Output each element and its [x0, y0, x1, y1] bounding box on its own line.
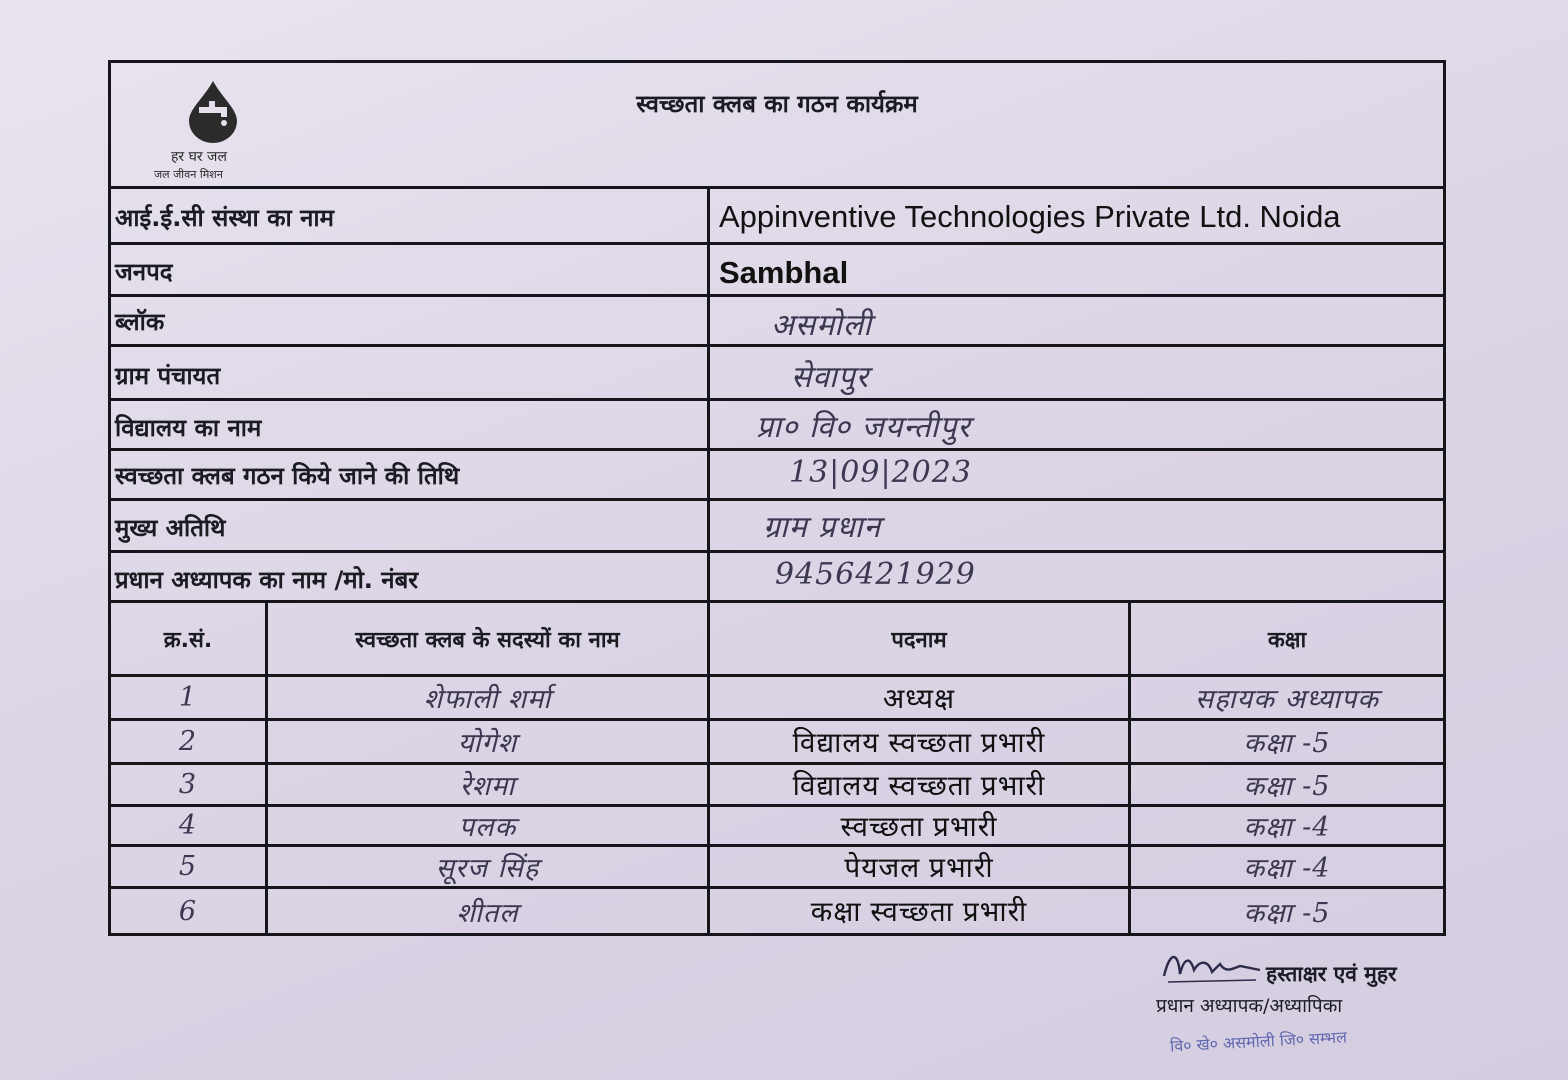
row-serial-no: 1: [178, 682, 198, 713]
signature-block: [1148, 946, 1548, 1066]
members-column-divider: [265, 603, 268, 933]
row-member-name: रेशमा: [459, 771, 516, 802]
table-row: [111, 889, 1443, 933]
info-column-divider: [707, 189, 710, 603]
info-row-district: [111, 245, 1443, 297]
row-class: कक्षा -4: [1243, 853, 1331, 884]
table-row: [111, 847, 1443, 889]
school-stamp: वि० खे० असमोली जि० सम्भल: [1169, 1027, 1348, 1056]
header-class: कक्षा: [1267, 627, 1307, 653]
row-serial-no: 6: [178, 895, 198, 927]
row-designation: स्वच्छता प्रभारी: [840, 810, 998, 842]
form-sheet: [108, 60, 1446, 936]
handwritten-signature: [1160, 946, 1270, 986]
row-serial-no: 3: [178, 769, 198, 800]
members-table: [111, 603, 1443, 933]
logo-text-jal-jeevan-mission: जल जीवन मिशन: [154, 168, 223, 181]
info-label: ग्राम पंचायत: [115, 362, 221, 390]
row-member-name: शेफाली शर्मा: [423, 684, 552, 715]
table-row: [111, 721, 1443, 765]
info-value: 9456421929: [775, 557, 976, 592]
info-value: ग्राम प्रधान: [763, 510, 882, 545]
row-member-name: योगेश: [457, 728, 518, 759]
signature-and-seal-label: हस्ताक्षर एवं मुहर: [1266, 962, 1397, 986]
row-designation: विद्यालय स्वच्छता प्रभारी: [792, 769, 1046, 801]
info-row-chief-guest: [111, 501, 1443, 553]
info-value: 13|09|2023: [789, 455, 972, 490]
row-designation: अध्यक्ष: [882, 682, 956, 714]
info-value: Sambhal: [719, 255, 849, 290]
info-value: प्रा० वि० जयन्तीपुर: [756, 410, 971, 445]
logo-text-har-ghar-jal: हर घर जल: [171, 149, 227, 165]
row-member-name: सूरज सिंह: [435, 853, 540, 884]
row-member-name: शीतल: [456, 897, 519, 929]
info-row-block: [111, 297, 1443, 347]
form-title: स्वच्छता क्लब का गठन कार्यक्रम: [636, 90, 918, 118]
row-class: सहायक अध्यापक: [1194, 684, 1380, 715]
info-label: आई.ई.सी संस्था का नाम: [115, 204, 335, 232]
row-designation: विद्यालय स्वच्छता प्रभारी: [792, 726, 1046, 758]
members-table-header: [111, 603, 1443, 677]
info-row-formation-date: [111, 451, 1443, 501]
header-member-name: स्वच्छता क्लब के सदस्यों का नाम: [355, 627, 620, 653]
table-row: [111, 807, 1443, 847]
table-row: [111, 677, 1443, 721]
row-designation: पेयजल प्रभारी: [844, 851, 994, 883]
row-class: कक्षा -5: [1243, 728, 1331, 759]
row-class: कक्षा -5: [1243, 897, 1331, 929]
row-class: कक्षा -5: [1243, 771, 1331, 802]
members-column-divider: [1128, 603, 1131, 933]
row-designation: कक्षा स्वच्छता प्रभारी: [810, 896, 1028, 927]
header-designation: पदनाम: [891, 627, 947, 653]
form-header: [111, 63, 1443, 189]
info-value: सेवापुर: [791, 360, 870, 395]
info-label: जनपद: [115, 258, 173, 286]
members-column-divider: [707, 603, 710, 933]
row-member-name: पलक: [458, 812, 517, 843]
info-row-iec-org: [111, 189, 1443, 245]
info-value: असमोली: [771, 308, 873, 343]
row-serial-no: 2: [178, 726, 198, 757]
info-label: ब्लॉक: [115, 308, 165, 336]
info-label: स्वच्छता क्लब गठन किये जाने की तिथि: [115, 462, 460, 490]
row-class: कक्षा -4: [1243, 812, 1331, 843]
info-value: Appinventive Technologies Private Ltd. Noida: [719, 199, 1341, 234]
info-row-gram-panchayat: [111, 347, 1443, 401]
info-label: प्रधान अध्यापक का नाम /मो. नंबर: [115, 566, 419, 594]
info-label: मुख्य अतिथि: [115, 514, 226, 542]
header-serial-no: क्र.सं.: [163, 627, 213, 653]
row-serial-no: 4: [178, 810, 198, 841]
info-row-school-name: [111, 401, 1443, 451]
row-serial-no: 5: [178, 851, 198, 882]
table-row: [111, 765, 1443, 807]
headmaster-role-label: प्रधान अध्यापक/अध्यापिका: [1156, 995, 1343, 1017]
info-label: विद्यालय का नाम: [115, 414, 262, 442]
info-row-headmaster: [111, 553, 1443, 603]
